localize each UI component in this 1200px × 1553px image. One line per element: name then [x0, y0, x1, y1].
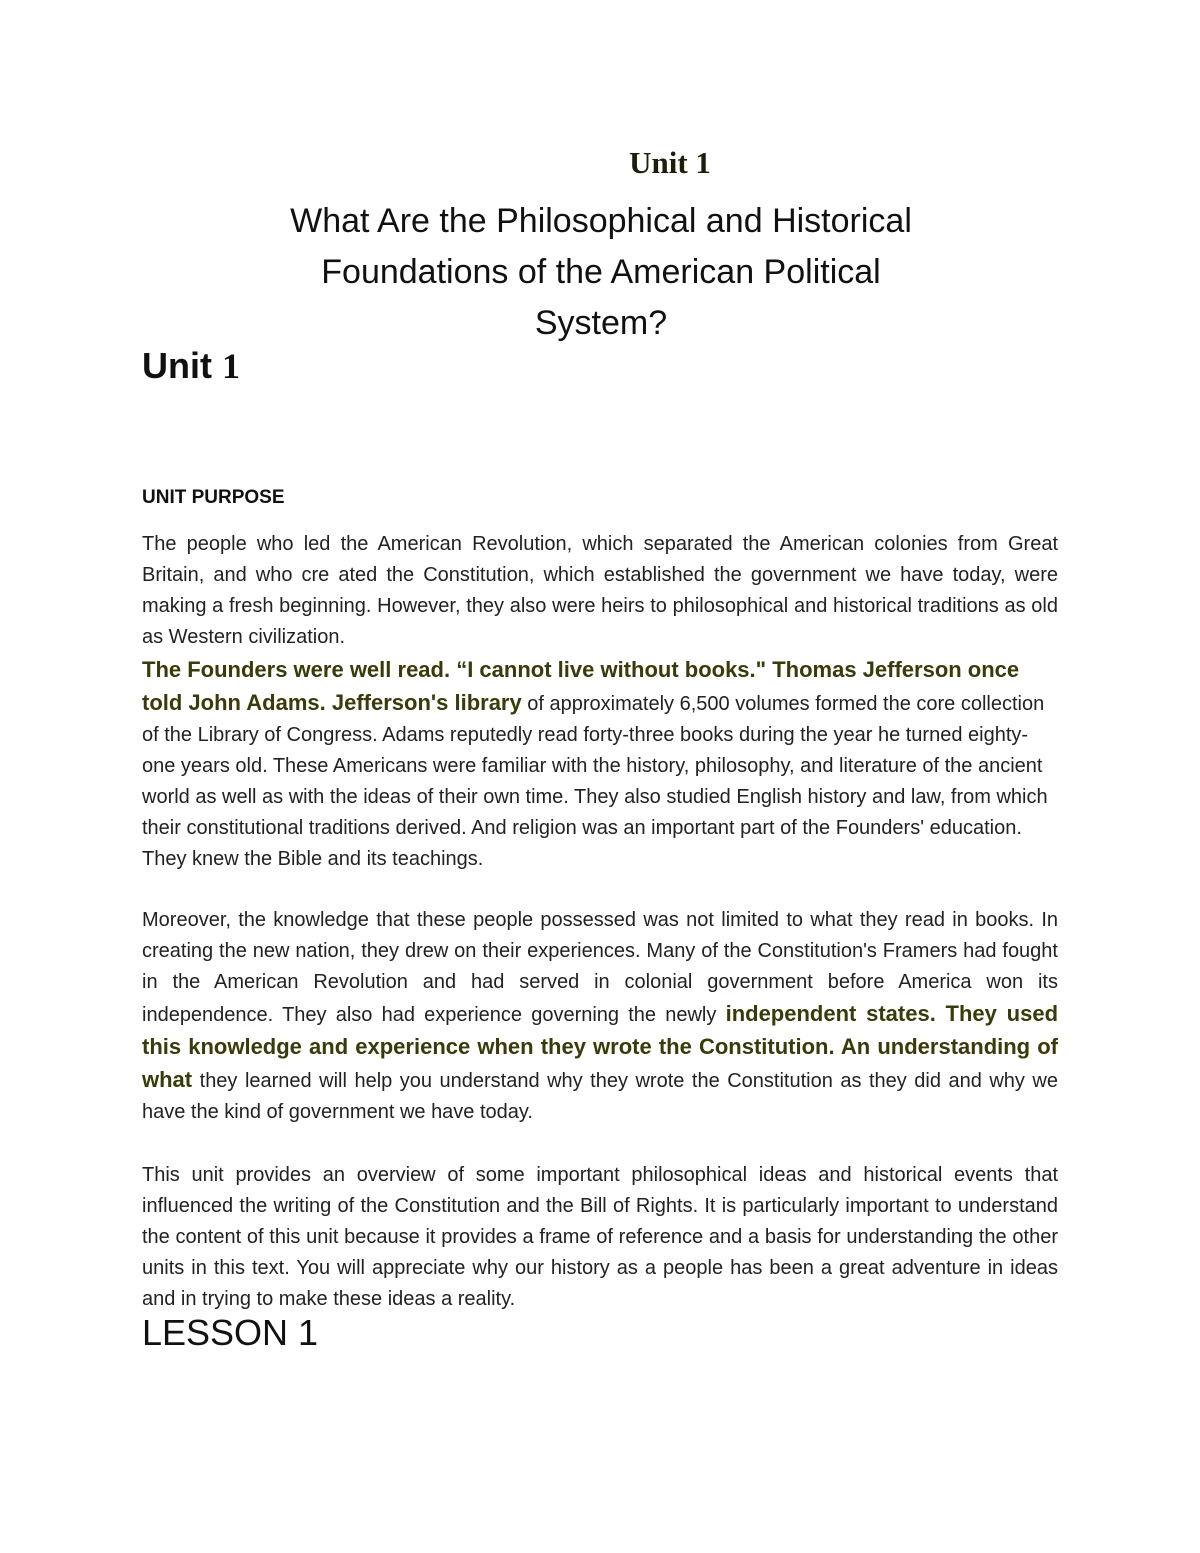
paragraph-intro: The people who led the American Revolution, which separated the American colonies from Great Britain, and who cre ated the Constitution, which established the government we have today, were making a fresh beginning. However, they also were heirs to philosophical and historical traditions as old as Western civilization. [142, 533, 1058, 648]
main-title [250, 196, 952, 349]
paragraph-experience-end: they learned will help you understand why they wrote the Constitution as they did and why we have the kind of government we have today. [142, 1070, 1058, 1123]
main-title-line-1: What Are the Philosophical and Historical [290, 202, 912, 240]
paragraph-experience [142, 905, 1058, 1128]
paragraph-overview: This unit provides an overview of some important philosophical ideas and historical events that influenced the writing of the Constitution and the Bill of Rights. It is particularly important to understand the content of this unit because it provides a frame of reference and a basis for understanding the other units in this text. You will appreciate why our history as a people has been a great adventure in ideas and in trying to make these ideas a reality. [142, 1164, 1058, 1310]
top-unit-heading: Unit 1 [629, 145, 711, 180]
paragraph-founders-rest: of approximately 6,500 volumes formed the core collection of the Library of Congress. Adams reputedly read forty-three books during the year he turned eighty-one years old. These Americans were familiar with the history, philosophy, and literature of the ancient world as well as with the ideas of their own time. They also studied English history and law, from which their constitutional traditions derived. And religion was an important part of the Founders' education. They knew the Bible and its teachings. [142, 693, 1048, 870]
unit-heading-number: 1 [222, 346, 240, 386]
paragraph-experience-start: Moreover, the knowledge that these people possessed was not limited to what they read in books. In creating the new nation, they drew on their experiences. Many of the Constitution's Framers had fought in the American Revolution and had served in colonial government before America won its independence. They also had experience governing the newly [142, 909, 1058, 1026]
unit-purpose-heading: UNIT PURPOSE [142, 487, 285, 508]
main-title-line-3: System? [534, 304, 668, 342]
main-title-line-2: Foundations of the American Political [321, 253, 881, 291]
unit-heading [142, 345, 240, 387]
paragraph-experience-bold: independent states. They used this knowledge and experience when they wrote the Constitution. An understanding of what [142, 1001, 1059, 1092]
paragraph-founders-bold: The Founders were well read. “I cannot live without books." Thomas Jefferson once told John Adams. Jefferson's library [142, 657, 1020, 715]
paragraph-founders [142, 654, 1058, 875]
unit-heading-word: Unit [142, 345, 212, 386]
lesson-heading: LESSON 1 [142, 1312, 319, 1353]
